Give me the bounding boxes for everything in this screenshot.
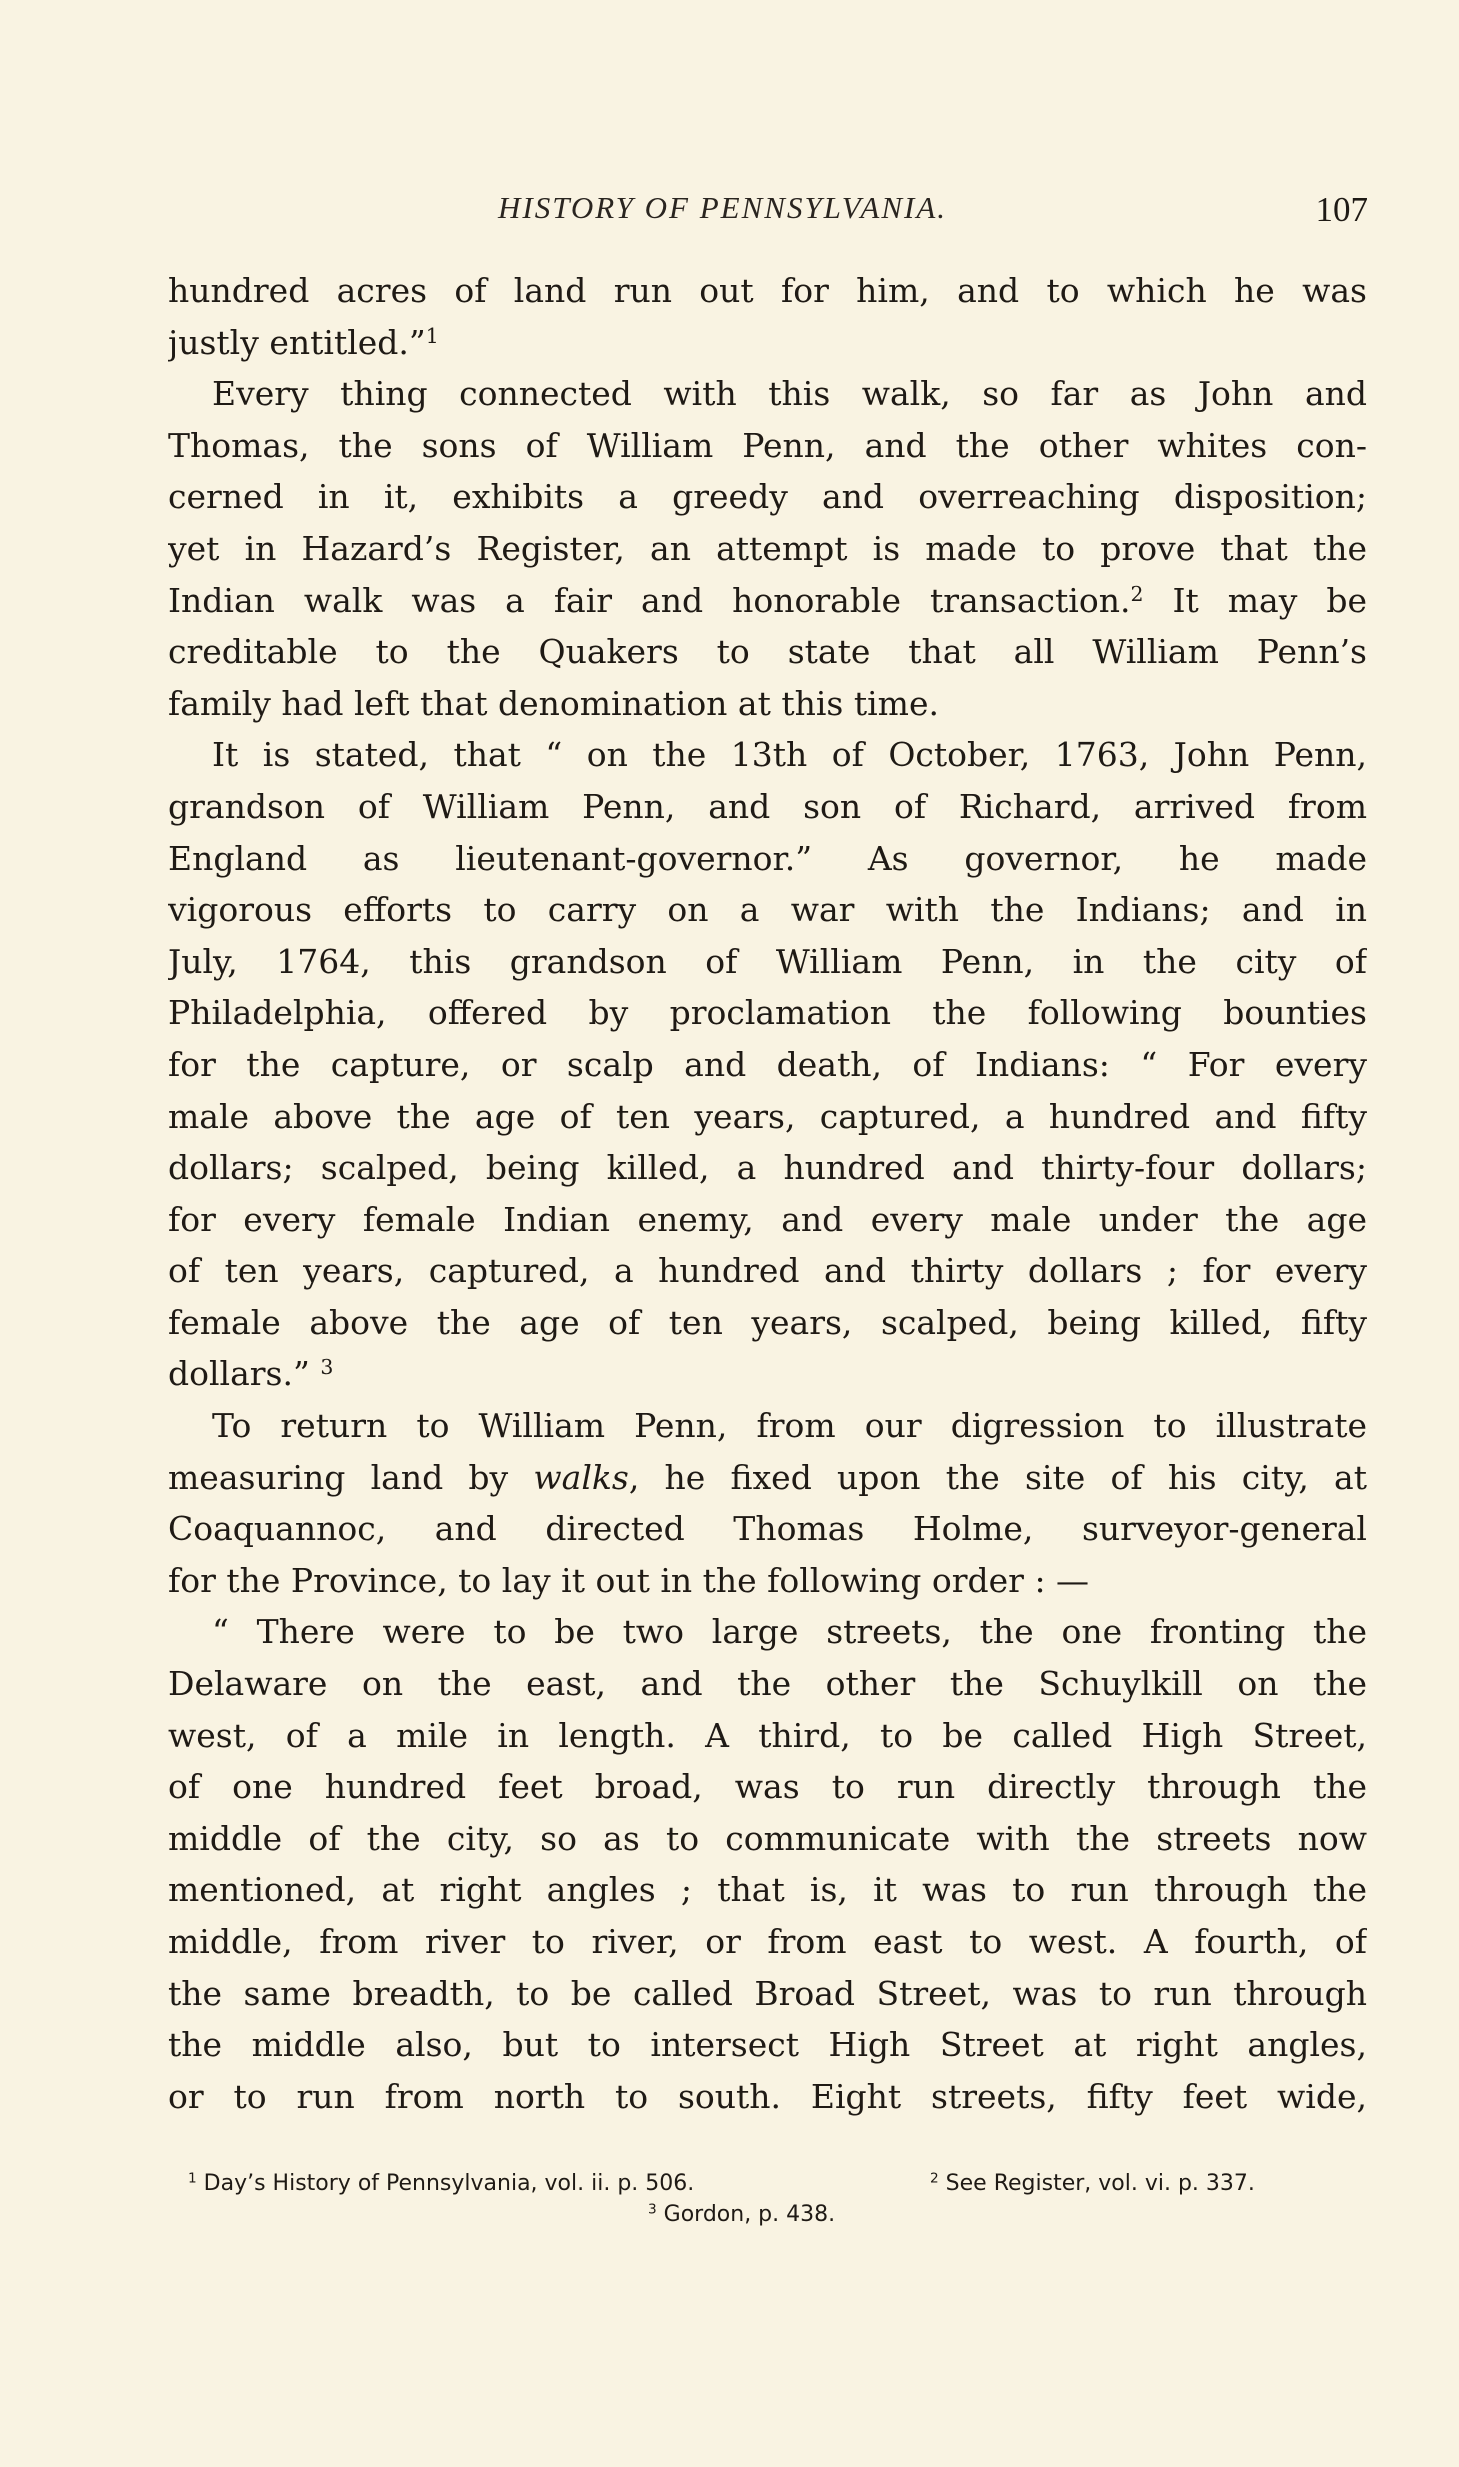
- text-line: west, of a mile in length. A third, to be called High Street,: [168, 1715, 1367, 1755]
- footnote-3: [648, 2199, 835, 2230]
- text-line: It is stated, that “ on the 13th of October, 1763, John Penn,: [212, 735, 1367, 775]
- text-span: , he fixed upon the site of his city, at: [628, 1457, 1367, 1497]
- running-title: HISTORY OF PENNSYLVANIA.: [498, 190, 948, 225]
- text-line: Philadelphia, offered by proclamation the following bounties: [168, 993, 1367, 1033]
- text-line: mentioned, at right angles ; that is, it was to run through the: [168, 1870, 1367, 1910]
- footnote-mark: 3: [648, 2201, 657, 2218]
- text-line: dollars; scalped, being killed, a hundred and thirty-four dollars;: [168, 1148, 1367, 1188]
- footnote-text: Gordon, p. 438.: [656, 2202, 836, 2227]
- text-line: To return to William Penn, from our digression to illustrate: [212, 1406, 1367, 1446]
- text-line: creditable to the Quakers to state that all William Penn’s: [168, 632, 1367, 672]
- text-line: [168, 1348, 1367, 1400]
- footnote-row: [168, 2199, 1367, 2230]
- footnote-row: [168, 2168, 1367, 2199]
- footnote-ref: 2: [1130, 581, 1144, 606]
- text-span: measuring land by: [168, 1457, 534, 1497]
- text-line: cerned in it, exhibits a greedy and overreaching disposition;: [168, 477, 1367, 517]
- text-span: justly entitled.”: [168, 322, 426, 362]
- text-line: grandson of William Penn, and son of Richard, arrived from: [168, 786, 1367, 826]
- footnote-text: Day’s History of Pennsylvania, vol. ii. p. 506.: [196, 2171, 695, 2196]
- text-line: hundred acres of land run out for him, and to which he was: [168, 271, 1367, 310]
- text-line: family had left that denomination at this time.: [168, 683, 939, 723]
- footnote-text: See Register, vol. vi. p. 337.: [938, 2171, 1255, 2196]
- text-line: July, 1764, this grandson of William Penn, in the city of: [168, 941, 1367, 981]
- text-line: the middle also, but to intersect High Street at right angles,: [168, 2025, 1367, 2065]
- text-line: Thomas, the sons of William Penn, and the other whites con-: [168, 425, 1367, 465]
- text-line: England as lieutenant-governor.” As governor, he made: [168, 838, 1367, 878]
- footnote-mark: 2: [930, 2170, 939, 2187]
- footnote-2: [930, 2168, 1255, 2199]
- text-line: vigorous efforts to carry on a war with the Indians; and in: [168, 890, 1367, 930]
- text-line: middle, from river to river, or from east to west. A fourth, of: [168, 1922, 1367, 1961]
- text-line: [168, 575, 1367, 627]
- footnotes: [168, 2168, 1367, 2230]
- text-line: middle of the city, so as to communicate with the streets now: [168, 1818, 1367, 1858]
- body-text: [168, 265, 1367, 2122]
- text-line: [168, 317, 1367, 369]
- text-line: of one hundred feet broad, was to run directly through the: [168, 1767, 1367, 1807]
- text-line: for the Province, to lay it out in the following order : —: [168, 1560, 1090, 1600]
- text-line: of ten years, captured, a hundred and thirty dollars ; for every: [168, 1251, 1367, 1291]
- text-line: Coaquannoc, and directed Thomas Holme, surveyor-general: [168, 1509, 1367, 1549]
- footnote-ref: 1: [425, 323, 439, 348]
- text-line: yet in Hazard’s Register, an attempt is made to prove that the: [168, 528, 1367, 568]
- text-span: It may be: [1143, 580, 1367, 620]
- text-line: “ There were to be two large streets, the one fronting the: [212, 1612, 1367, 1652]
- text-line: the same breadth, to be called Broad Street, was to run through: [168, 1973, 1367, 2013]
- text-line: female above the age of ten years, scalped, being killed, fifty: [168, 1302, 1367, 1342]
- text-span: Indian walk was a fair and honorable transaction.: [168, 580, 1131, 620]
- text-line: Delaware on the east, and the other the Schuylkill on the: [168, 1664, 1367, 1704]
- text-line: for every female Indian enemy, and every male under the age: [168, 1199, 1367, 1239]
- text-line: or to run from north to south. Eight streets, fifty feet wide,: [168, 2076, 1367, 2116]
- page-header: [168, 190, 1368, 250]
- footnote-ref: 3: [320, 1355, 334, 1380]
- page-number: 107: [1315, 190, 1368, 229]
- footnote-1: [188, 2168, 694, 2199]
- text-line: for the capture, or scalp and death, of Indians: “ For every: [168, 1044, 1367, 1084]
- text-line: Every thing connected with this walk, so far as John and: [212, 374, 1367, 414]
- text-line: [168, 1452, 1367, 1504]
- footnote-mark: 1: [188, 2170, 197, 2187]
- text-line: male above the age of ten years, captured, a hundred and fifty: [168, 1096, 1367, 1136]
- text-span: dollars.”: [168, 1354, 310, 1394]
- italic-word: walks: [533, 1457, 629, 1497]
